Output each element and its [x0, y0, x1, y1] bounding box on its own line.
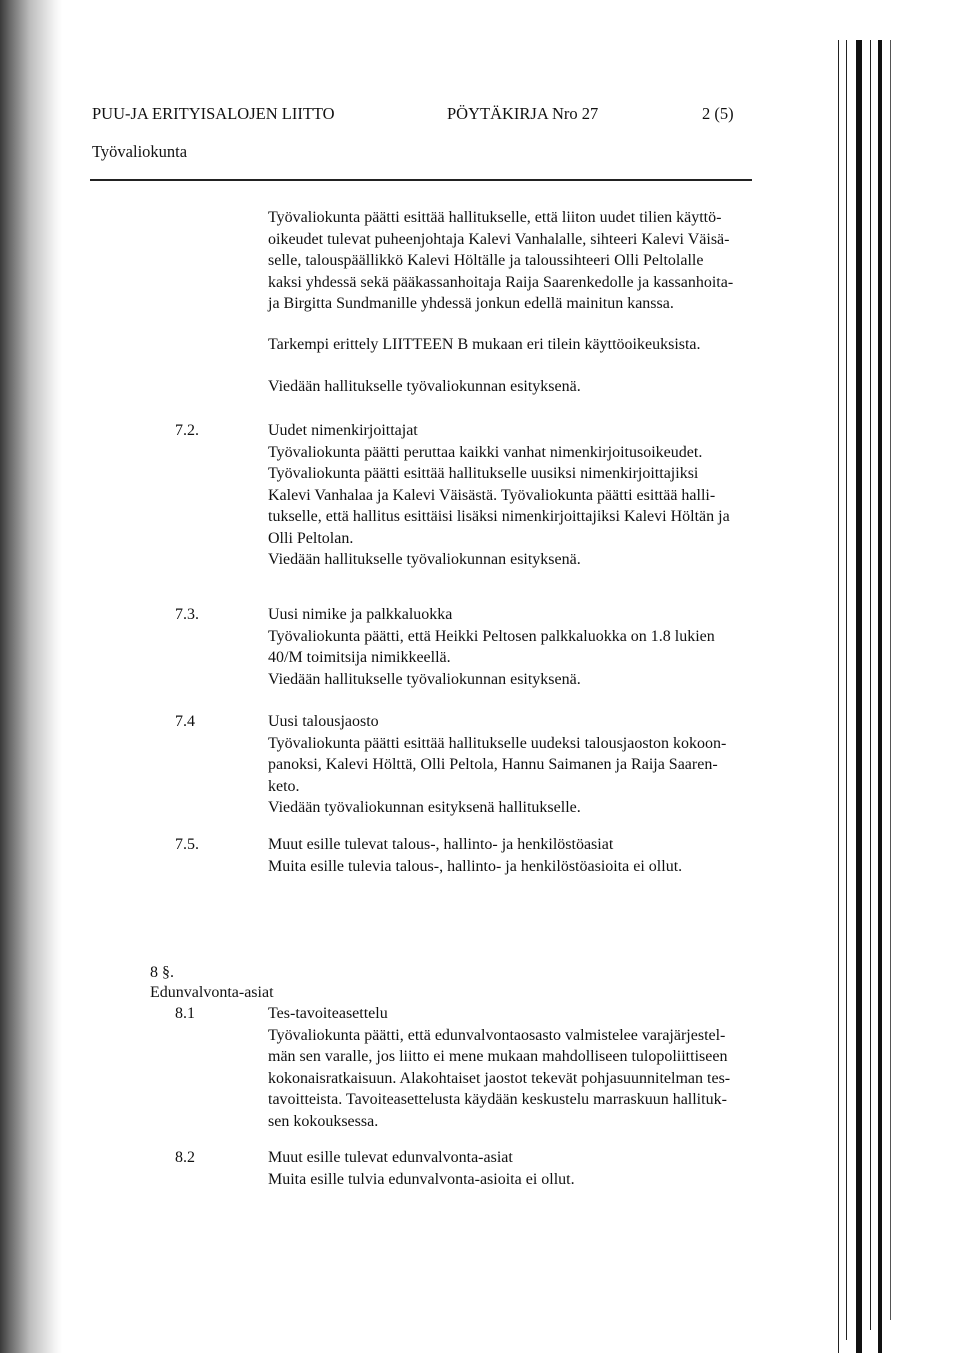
section-7-5 [268, 834, 758, 877]
section-number: 7.3. [175, 606, 199, 623]
section-title: Muut esille tulevat talous-, hallinto- ja henkilöstöasiat [268, 836, 614, 853]
forward-paragraph [268, 376, 758, 398]
text-line: Työvaliokunta päätti esittää hallitukselle uusiksi nimenkirjoittajiksi [268, 465, 699, 482]
text-line: Työvaliokunta päätti, että edunvalvontaosasto valmistelee varajärjestel- [268, 1026, 726, 1044]
section-title: Uusi nimike ja palkkaluokka [268, 606, 453, 623]
text-line: Muita esille tulvia edunvalvonta-asioita ei ollut. [268, 1170, 575, 1188]
committee-name: Työvaliokunta [92, 142, 188, 161]
section-7-4 [268, 711, 758, 819]
text-line: 40/M toimitsija nimikkeellä. [268, 649, 451, 666]
section-number: 8.2 [175, 1149, 195, 1166]
section-title: Uusi talousjaosto [268, 713, 379, 730]
text-line: tavoitteista. Tavoiteasettelusta käydään keskustelu marraskuun hallituk- [268, 1091, 727, 1108]
section-8-title: Edunvalvonta-asiat [150, 984, 274, 1001]
section-8-heading: 8 §. [150, 964, 174, 981]
text-line: Työvaliokunta päätti esittää hallitukselle uudeksi talousjaoston kokoon- [268, 734, 727, 752]
text-line: män sen varalle, jos liitto ei mene mukaan mahdolliseen tulopoliittiseen [268, 1048, 728, 1065]
section-number: 7.4 [175, 713, 195, 730]
text-line: Viedään hallitukselle työvaliokunnan esityksenä. [268, 670, 581, 688]
text-line: kokonaisratkaisuun. Alakohtaiset jaostot tekevät pohjasuunnitelman tes- [268, 1069, 731, 1087]
text-line: tukselle, että hallitus esittäisi lisäksi nimenkirjoittajiksi Kalevi Höltän ja [268, 508, 730, 525]
section-7-2 [268, 420, 758, 571]
section-title: Tes-tavoiteasettelu [268, 1005, 388, 1022]
text-line: sen kokouksessa. [268, 1112, 379, 1130]
text-line: selle, talouspäällikkö Kalevi Höltälle ja taloussihteeri Olli Peltolalle [268, 252, 704, 269]
text-line: Työvaliokunta päätti peruttaa kaikki vanhat nimenkirjoitusoikeudet. [268, 443, 703, 461]
text-line: Kalevi Vanhalaa ja Kalevi Väisästä. Työvaliokunta päätti esittää halli- [268, 486, 716, 504]
organization-name: PUU-JA ERITYISALOJEN LIITTO [92, 104, 335, 123]
text-line: Työvaliokunta päätti esittää hallitukselle, että liiton uudet tilien käyttö- [268, 209, 722, 226]
text-line: keto. [268, 777, 300, 795]
section-number: 7.5. [175, 836, 199, 853]
section-8-1 [268, 1003, 758, 1132]
text-line: Viedään hallitukselle työvaliokunnan esityksenä. [268, 551, 581, 568]
text-line: panoksi, Kalevi Hölttä, Olli Peltola, Hannu Saimanen ja Raija Saaren- [268, 756, 718, 773]
section-number: 8.1 [175, 1005, 195, 1022]
text-line: Olli Peltolan. [268, 529, 354, 547]
text-line: Viedään hallitukselle työvaliokunnan esityksenä. [268, 378, 581, 395]
text-line: oikeudet tulevat puheenjohtaja Kalevi Vanhalalle, sihteeri Kalevi Väisä- [268, 230, 730, 248]
detail-paragraph [268, 334, 758, 356]
section-number: 7.2. [175, 422, 199, 439]
text-line: Tarkempi erittely LIITTEEN B mukaan eri tilein käyttöoikeuksista. [268, 336, 701, 353]
section-title: Uudet nimenkirjoittajat [268, 422, 418, 439]
section-7-3 [268, 604, 758, 690]
text-line: kaksi yhdessä sekä pääkassanhoitaja Raija Saarenkedolle ja kassanhoita- [268, 273, 734, 291]
text-line: Viedään työvaliokunnan esityksenä hallitukselle. [268, 799, 581, 816]
section-8-2 [268, 1147, 758, 1190]
intro-paragraph [268, 207, 758, 315]
text-line: ja Birgitta Sundmanille yhdessä jonkun edellä mainitun kanssa. [268, 295, 674, 312]
text-line: Työvaliokunta päätti, että Heikki Peltosen palkkaluokka on 1.8 lukien [268, 627, 715, 645]
section-title: Muut esille tulevat edunvalvonta-asiat [268, 1149, 513, 1166]
text-line: Muita esille tulevia talous-, hallinto- ja henkilöstöasioita ei ollut. [268, 857, 683, 875]
page-number: 2 (5) [702, 104, 734, 123]
document-title: PÖYTÄKIRJA Nro 27 [447, 104, 599, 123]
